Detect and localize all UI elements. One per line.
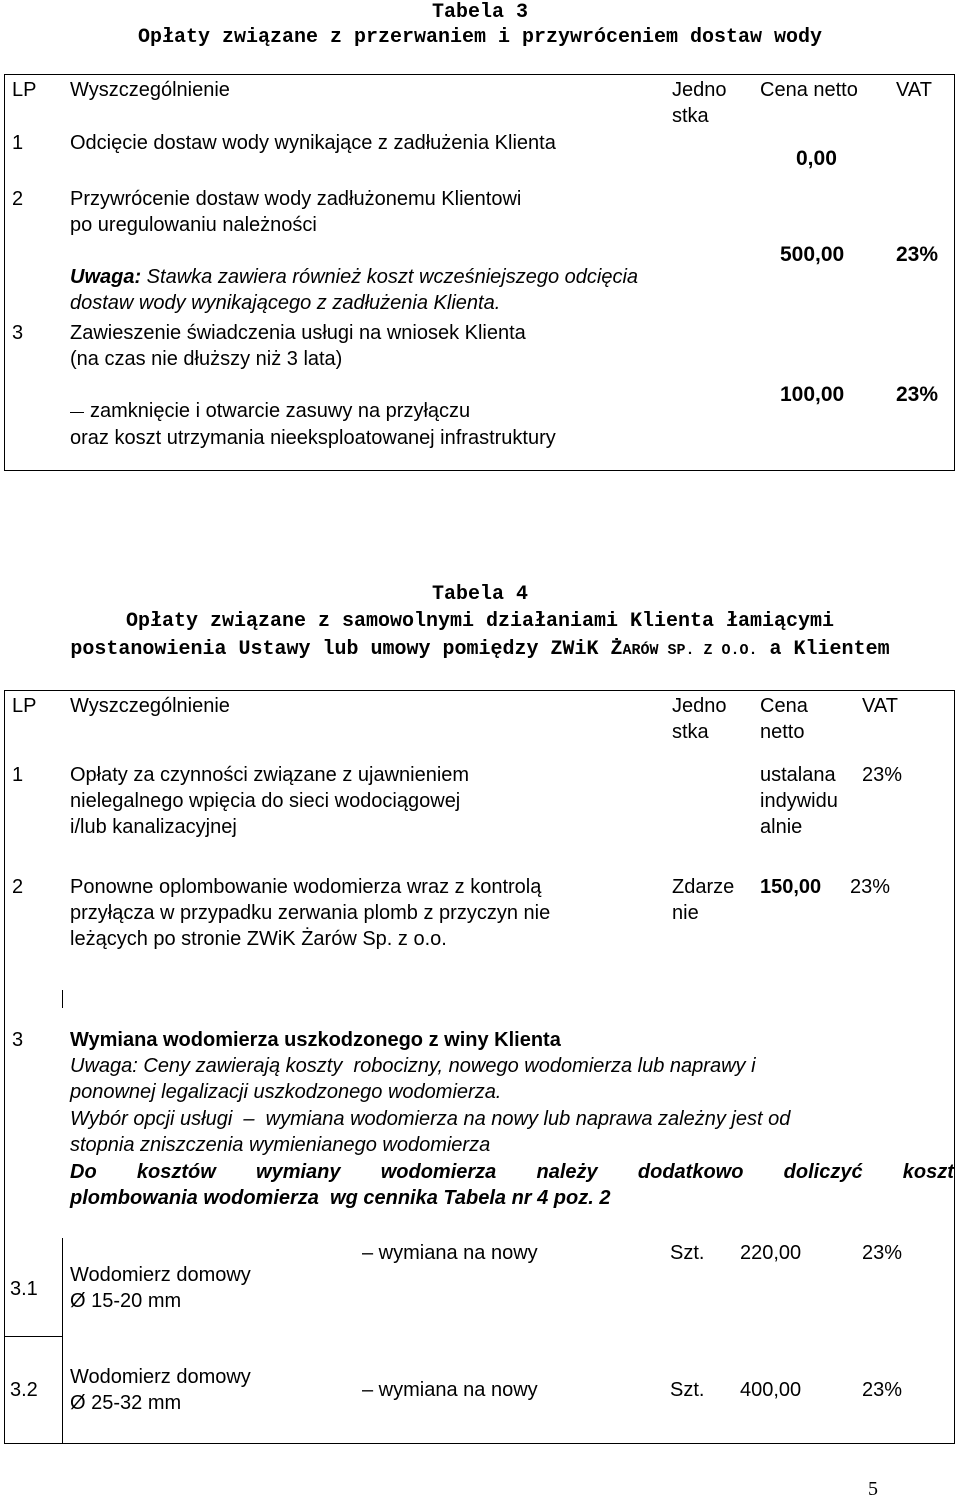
t3-header-vat: VAT bbox=[896, 79, 932, 101]
t3-row2-note-text: Stawka zawiera również koszt wcześniejszego odcięcia bbox=[141, 266, 639, 288]
t4-row3-desc-2: Uwaga: Ceny zawierają koszty robocizny, nowego wodomierza lub naprawy i bbox=[70, 1055, 756, 1077]
t3-header-price: Cena netto bbox=[760, 79, 858, 101]
t3-row2-price: 500,00 bbox=[780, 243, 845, 266]
table4-subtitle-2 bbox=[0, 637, 960, 664]
t3-row2-note-2: dostaw wody wynikającego z zadłużenia Klienta. bbox=[70, 292, 501, 314]
t3-row1-lp: 1 bbox=[12, 132, 24, 154]
t3-row2-note-label: Uwaga: bbox=[70, 266, 142, 288]
t4-header-unit: Jedno bbox=[672, 695, 727, 717]
table4-subtitle-2a: postanowienia Ustawy lub umowy pomiędzy ZWiK Ż bbox=[70, 638, 623, 661]
t3-row3-lp: 3 bbox=[12, 322, 24, 344]
t3-row2-lp: 2 bbox=[12, 188, 24, 210]
t3-header-desc: Wyszczególnienie bbox=[70, 79, 230, 101]
t4-row1-price-1: ustalana bbox=[760, 764, 836, 786]
t4-row3-lp: 3 bbox=[12, 1029, 24, 1051]
t4-row2-desc-1: Ponowne oplombowanie wodomierza wraz z kontrolą bbox=[70, 876, 542, 898]
page-number: 5 bbox=[868, 1478, 878, 1500]
t4-sub2-desc-1: Wodomierz domowy bbox=[70, 1366, 251, 1388]
t4-row2-vat: 23% bbox=[850, 876, 891, 898]
t4-sub2-lp: 3.2 bbox=[10, 1379, 38, 1401]
t3-row3-price: 100,00 bbox=[780, 383, 845, 406]
t3-row3-vat: 23% bbox=[896, 383, 939, 406]
t3-row2-note bbox=[70, 264, 638, 290]
t4-row3-desc-4: Wybór opcji usługi – wymiana wodomierza na nowy lub naprawa zależny jest od bbox=[70, 1108, 791, 1130]
t4-sub1-desc-1: Wodomierz domowy bbox=[70, 1264, 251, 1286]
table4-subtitle-1: Opłaty związane z samowolnymi działaniami Klienta łamiącymi bbox=[125, 610, 835, 633]
t4-row2-price: 150,00 bbox=[760, 876, 822, 898]
t4-row2-desc-3: leżących po stronie ZWiK Żarów Sp. z o.o. bbox=[70, 928, 447, 950]
t4-sub1-vat: 23% bbox=[862, 1242, 903, 1264]
t3-header-lp: LP bbox=[12, 79, 37, 101]
word: kosztów bbox=[136, 1161, 216, 1183]
word: dodatkowo bbox=[637, 1161, 744, 1183]
table4-title: Tabela 4 bbox=[431, 583, 528, 606]
t4-header-vat: VAT bbox=[862, 695, 898, 717]
t4-header-lp: LP bbox=[12, 695, 37, 717]
t3-row1-price: 0,00 bbox=[796, 147, 837, 170]
t4-row3-desc-3: ponownej legalizacji uszkodzonego wodomierza. bbox=[70, 1081, 502, 1103]
t4-header-price-2: netto bbox=[760, 721, 805, 743]
word: wymiany bbox=[256, 1161, 341, 1183]
t4-row1-price-3: alnie bbox=[760, 816, 803, 838]
t4-sub1-lp: 3.1 bbox=[10, 1278, 38, 1300]
t4-row1-desc-1: Opłaty za czynności związane z ujawnieniem bbox=[70, 764, 470, 786]
t3-header-unit-2: stka bbox=[672, 105, 709, 127]
t4-row1-desc-3: i/lub kanalizacyjnej bbox=[70, 816, 237, 838]
t3-row2-desc-2: po uregulowaniu należności bbox=[70, 214, 317, 236]
table4-subtitle-2c: a Klientem bbox=[757, 638, 890, 661]
t4-row3-desc-1: Wymiana wodomierza uszkodzonego z winy Klienta bbox=[70, 1029, 561, 1051]
t4-row1-price-2: indywidu bbox=[760, 790, 838, 812]
t4-row2-lp: 2 bbox=[12, 876, 24, 898]
t4-sub2-vat: 23% bbox=[862, 1379, 903, 1401]
word: koszt bbox=[902, 1161, 954, 1183]
t4-sub1-price: 220,00 bbox=[740, 1242, 802, 1264]
t4-row3-desc-6 bbox=[70, 1159, 954, 1185]
t4-row2-unit-1: Zdarze bbox=[672, 876, 735, 898]
t4-sub2-option: – wymiana na nowy bbox=[362, 1379, 538, 1401]
t4-row3-desc-7: plombowania wodomierza wg cennika Tabela nr 4 poz. 2 bbox=[70, 1187, 611, 1209]
t3-row3-desc-3: zamknięcie i otwarcie zasuwy na przyłączu bbox=[90, 400, 471, 422]
t3-row3-desc-2: (na czas nie dłuższy niż 3 lata) bbox=[70, 348, 343, 370]
t3-row3-desc-1: Zawieszenie świadczenia usługi na wniosek Klienta bbox=[70, 322, 526, 344]
t4-sub2-price: 400,00 bbox=[740, 1379, 802, 1401]
t4-sub2-unit: Szt. bbox=[670, 1379, 705, 1401]
word: Do bbox=[70, 1161, 97, 1183]
t4-sub1-option: – wymiana na nowy bbox=[362, 1242, 538, 1264]
t4-header-price: Cena bbox=[760, 695, 808, 717]
word: należy bbox=[536, 1161, 598, 1183]
t4-row1-vat: 23% bbox=[862, 764, 903, 786]
dash-mark bbox=[70, 412, 84, 413]
t4-header-unit-2: stka bbox=[672, 721, 709, 743]
table3-subtitle: Opłaty związane z przerwaniem i przywróceniem dostaw wody bbox=[137, 26, 823, 49]
t4-header-desc: Wyszczególnienie bbox=[70, 695, 230, 717]
t4-row2-unit-2: nie bbox=[672, 902, 699, 924]
table4-subtitle-2b: ARÓW SP. Z O.O. bbox=[622, 642, 758, 659]
t3-row1-desc: Odcięcie dostaw wody wynikające z zadłużenia Klienta bbox=[70, 132, 556, 154]
t4-row1-lp: 1 bbox=[12, 764, 24, 786]
t3-header-unit: Jedno bbox=[672, 79, 727, 101]
t3-row3-desc-4: oraz koszt utrzymania nieeksploatowanej infrastruktury bbox=[70, 427, 556, 449]
t4-row1-desc-2: nielegalnego wpięcia do sieci wodociągowej bbox=[70, 790, 461, 812]
word: wodomierza bbox=[380, 1161, 497, 1183]
t4-sub1-desc-2: Ø 15-20 mm bbox=[70, 1290, 182, 1312]
table3-title: Tabela 3 bbox=[431, 1, 528, 24]
t3-row2-desc-1: Przywrócenie dostaw wody zadłużonemu Klientowi bbox=[70, 188, 522, 210]
t4-sub1-unit: Szt. bbox=[670, 1242, 705, 1264]
t4-row3-desc-5: stopnia zniszczenia wymienianego wodomierza bbox=[70, 1134, 491, 1156]
t3-row2-vat: 23% bbox=[896, 243, 939, 266]
t4-row2-desc-2: przyłącza w przypadku zerwania plomb z przyczyn nie bbox=[70, 902, 551, 924]
t4-sub2-desc-2: Ø 25-32 mm bbox=[70, 1392, 182, 1414]
word: doliczyć bbox=[783, 1161, 863, 1183]
